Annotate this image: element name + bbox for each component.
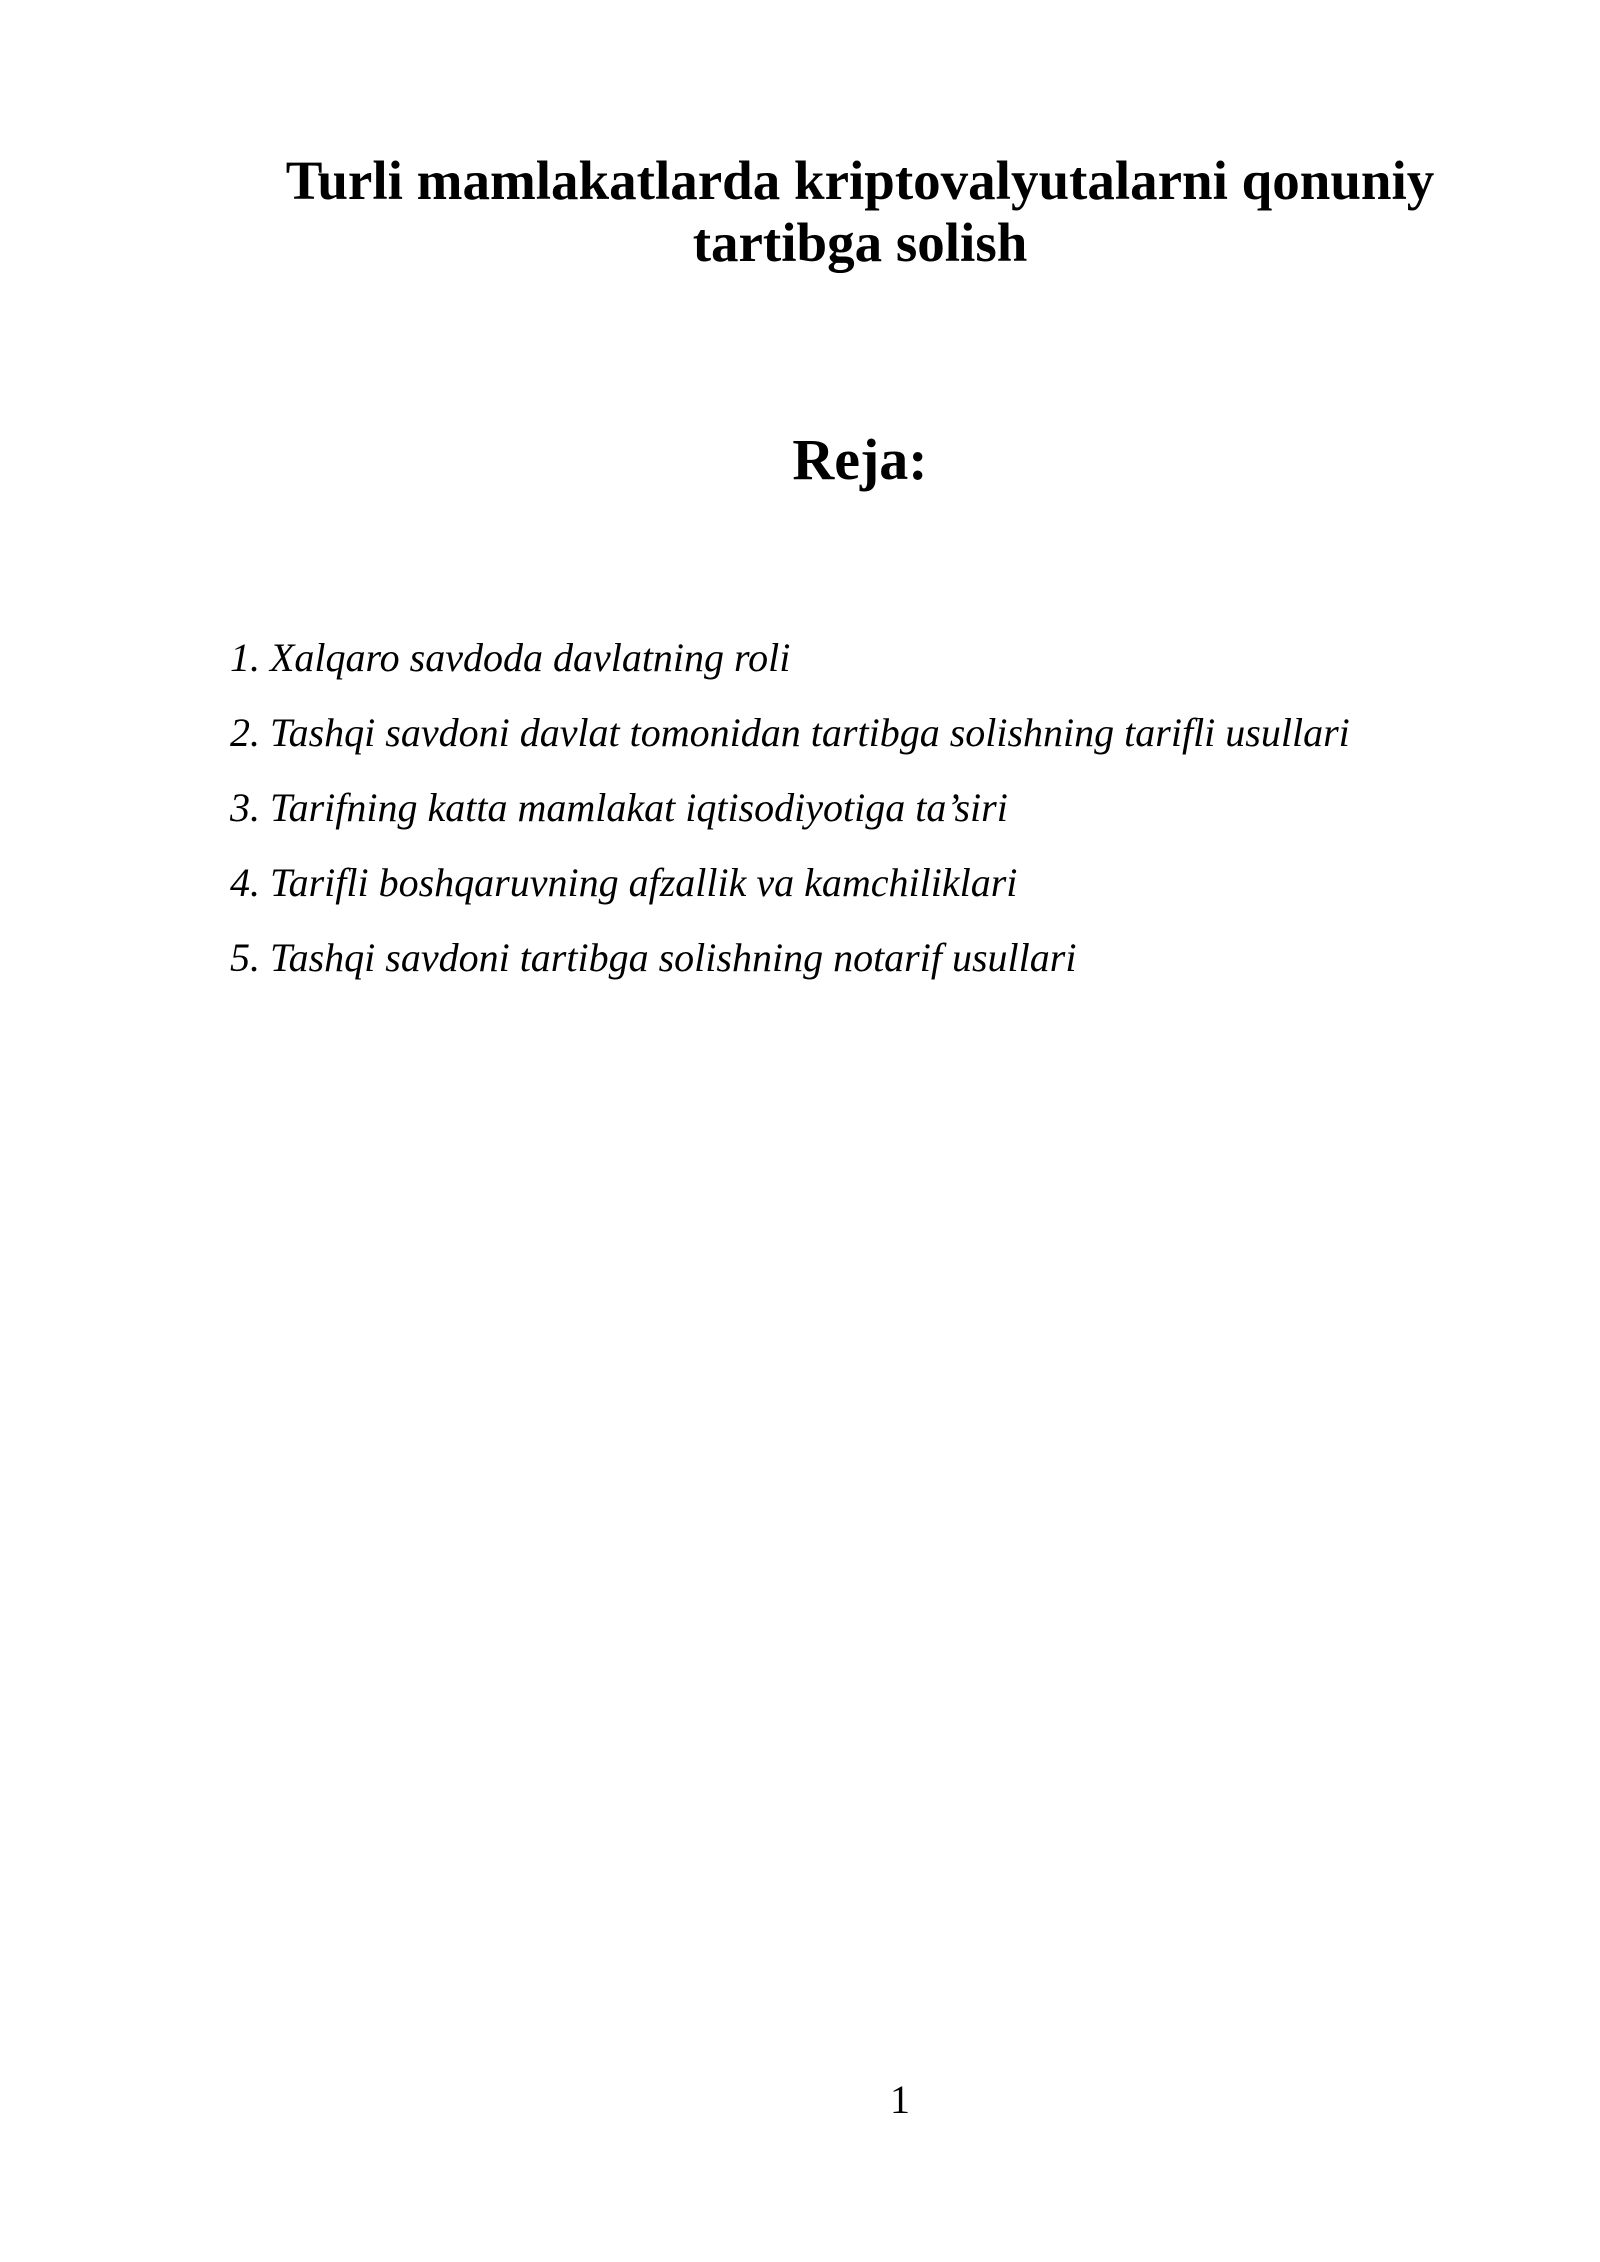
- plan-list: [230, 620, 1530, 995]
- document-title-line-2: tartibga solish: [692, 212, 1028, 273]
- plan-item-4: 4. Tarifli boshqaruvning afzallik va kamchiliklari: [230, 860, 1018, 905]
- plan-item-3: 3. Tarifning katta mamlakat iqtisodiyotiga ta’siri: [230, 785, 1008, 830]
- page-number: 1: [890, 2077, 910, 2122]
- plan-heading: Reja:: [792, 427, 928, 492]
- plan-item-5: 5. Tashqi savdoni tartibga solishning notarif usullari: [230, 935, 1077, 980]
- document-title-line-1: Turli mamlakatlarda kriptovalyutalarni qonuniy: [285, 150, 1435, 211]
- plan-item-1: 1. Xalqaro savdoda davlatning roli: [230, 635, 791, 680]
- document-title: [230, 150, 1490, 274]
- plan-item-2: 2. Tashqi savdoni davlat tomonidan tartibga solishning tarifli usullari: [230, 710, 1350, 755]
